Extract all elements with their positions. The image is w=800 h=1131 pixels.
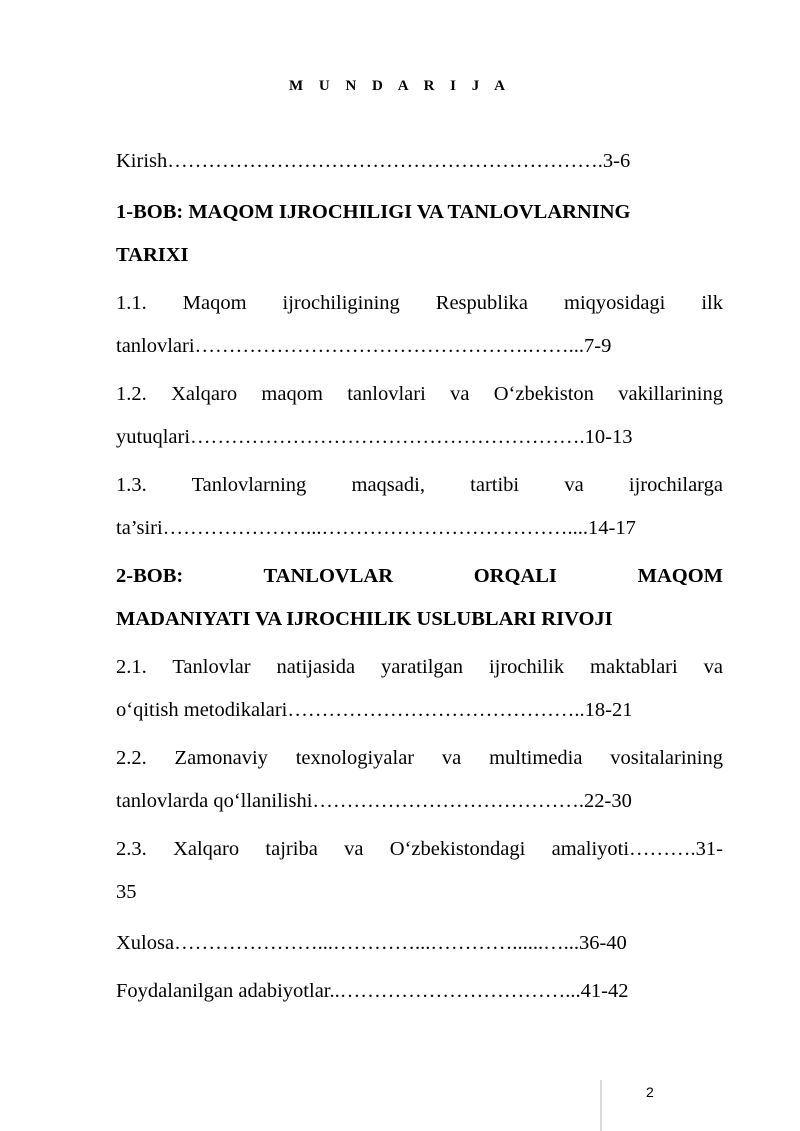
toc-chapter-1-title: 1-BOB: MAQOM IJROCHILIGI VA TANLOVLARNING [116,201,631,223]
toc-entry-2-1-continued: o‘qitish metodikalari……………………………………..18-21 [116,699,633,721]
toc-entry-adabiyotlar: Foydalanilgan adabiyotlar..……………………………...41-42 [116,980,629,1002]
toc-entry-1-1-continued: tanlovlari………………………………………….……...7-9 [116,335,612,357]
toc-entry-2-3-continued: 35 [116,881,137,903]
document-title: M U N D A R I J A [288,78,511,94]
toc-entry-1-1: 1.1. Maqom ijrochiligining Respublika miqyosidagi ilk [116,292,723,314]
toc-entry-1-3-continued: ta’siri…………………...………………………………....14-17 [116,517,636,539]
toc-entry-2-2-continued: tanlovlarda qo‘llanilishi………………………………….22-30 [116,790,632,812]
toc-chapter-2-title: 2-BOB: TANLOVLAR ORQALI MAQOM [116,565,723,587]
toc-entry-kirish: Kirish……………………………………………………….3-6 [116,150,631,172]
toc-entry-1-2: 1.2. Xalqaro maqom tanlovlari va O‘zbekiston vakillarining [116,383,723,405]
toc-entry-2-2: 2.2. Zamonaviy texnologiyalar va multimedia vositalarining [116,747,723,769]
toc-chapter-2-title-continued: MADANIYATI VA IJROCHILIK USLUBLARI RIVOJI [116,608,613,630]
page-number: 2 [646,1084,654,1100]
toc-entry-2-1: 2.1. Tanlovlar natijasida yaratilgan ijrochilik maktablari va [116,656,723,678]
page-margin-rule [600,1080,602,1131]
toc-entry-1-3: 1.3. Tanlovlarning maqsadi, tartibi va ijrochilarga [116,474,723,496]
toc-entry-1-2-continued: yutuqlari………………………………………………….10-13 [116,426,633,448]
toc-chapter-1-title-continued: TARIXI [116,244,189,266]
toc-entry-xulosa: Xulosa…………………...…………...…………......…...36-40 [116,932,627,954]
toc-entry-2-3: 2.3. Xalqaro tajriba va O‘zbekistondagi amaliyoti……….31- [116,838,723,860]
table-of-contents [116,140,723,1013]
